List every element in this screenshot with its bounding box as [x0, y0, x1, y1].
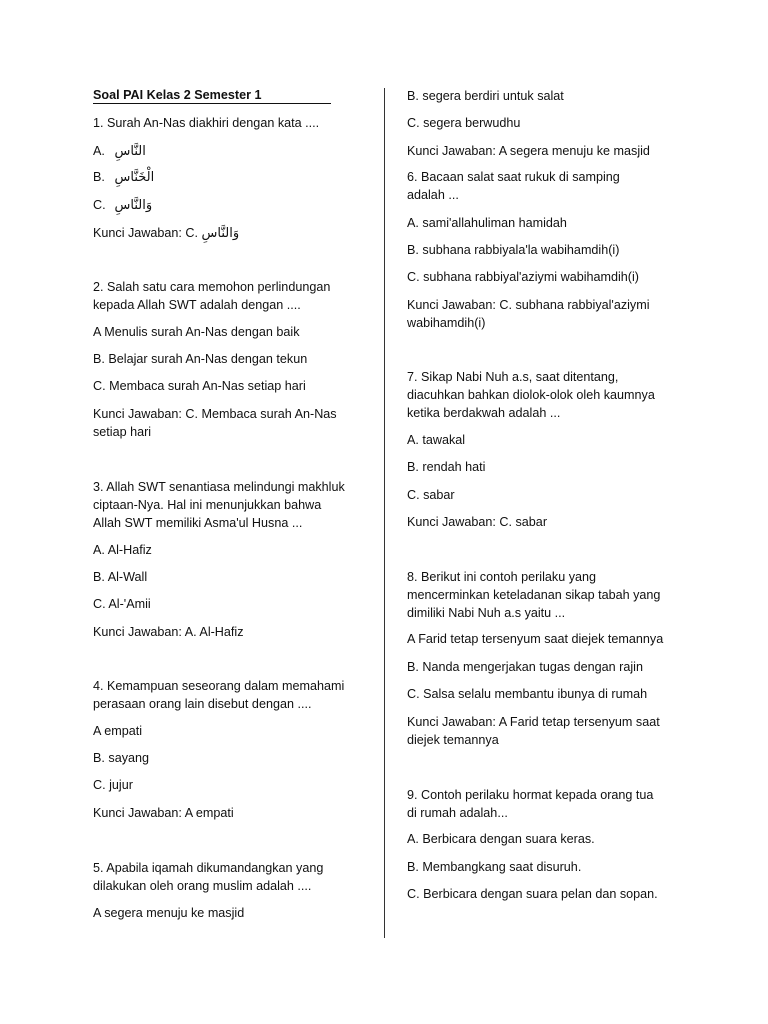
q3-question-line1: 3. Allah SWT senantiasa melindungi makhluk: [93, 480, 345, 494]
q9-question-line1: 9. Contoh perilaku hormat kepada orang tua: [407, 788, 654, 802]
q5-option-c: C. segera berwudhu: [407, 116, 521, 130]
q7-option-c: C. sabar: [407, 488, 455, 502]
q8-answer-key-line2: diejek temannya: [407, 733, 499, 747]
q3-question-line3: Allah SWT memiliki Asma'ul Husna ...: [93, 516, 303, 530]
q5-question-line2: dilakukan oleh orang muslim adalah ....: [93, 879, 312, 893]
q7-option-a: A. tawakal: [407, 433, 466, 447]
q3-option-b: B. Al-Wall: [93, 570, 148, 584]
q9-question-line2: di rumah adalah...: [407, 806, 508, 820]
q4-option-b: B. sayang: [93, 751, 150, 765]
q7-answer-key: Kunci Jawaban: C. sabar: [407, 515, 548, 529]
q3-option-a: A. Al-Hafiz: [93, 543, 152, 557]
q7-question-line3: ketika berdakwah adalah ...: [407, 406, 561, 420]
q9-option-a: A. Berbicara dengan suara keras.: [407, 832, 595, 846]
q1-question: 1. Surah An-Nas diakhiri dengan kata ....: [93, 116, 320, 130]
q8-option-a: A Farid tetap tersenyum saat diejek temannya: [407, 632, 664, 646]
q5-question-line1: 5. Apabila iqamah dikumandangkan yang: [93, 861, 324, 875]
q7-question-line2: diacuhkan bahkan diolok-olok oleh kaumnya: [407, 388, 655, 402]
q5-answer-key: Kunci Jawaban: A segera menuju ke masjid: [407, 144, 650, 158]
q2-answer-key-line1: Kunci Jawaban: C. Membaca surah An-Nas: [93, 407, 337, 421]
q8-option-c: C. Salsa selalu membantu ibunya di rumah: [407, 687, 648, 701]
q4-answer-key: Kunci Jawaban: A empati: [93, 806, 234, 820]
q1-answer-key: [93, 224, 239, 243]
q4-option-a: A empati: [93, 724, 143, 738]
q6-answer-key-line1: Kunci Jawaban: C. subhana rabbiyal'aziymi: [407, 298, 650, 312]
q5-option-b: B. segera berdiri untuk salat: [407, 89, 564, 103]
q8-question-line2: mencerminkan keteladanan sikap tabah yang: [407, 588, 661, 602]
q6-option-a: A. sami'allahuliman hamidah: [407, 216, 567, 230]
column-divider: [384, 88, 385, 938]
q9-option-b: B. Membangkang saat disuruh.: [407, 860, 582, 874]
q5-option-a: A segera menuju ke masjid: [93, 906, 245, 920]
q1-option-c-label: C.: [93, 198, 106, 212]
q6-option-b: B. subhana rabbiyala'la wabihamdih(i): [407, 243, 620, 257]
q2-question-line2: kepada Allah SWT adalah dengan ....: [93, 298, 301, 312]
q6-question-line2: adalah ...: [407, 188, 459, 202]
q8-question-line1: 8. Berikut ini contoh perilaku yang: [407, 570, 597, 584]
q3-answer-key: Kunci Jawaban: A. Al-Hafiz: [93, 625, 244, 639]
q7-question-line1: 7. Sikap Nabi Nuh a.s, saat ditentang,: [407, 370, 619, 384]
q2-question-line1: 2. Salah satu cara memohon perlindungan: [93, 280, 331, 294]
q4-question-line2: perasaan orang lain disebut dengan ....: [93, 697, 312, 711]
q1-option-b-arabic: الْخَنَّاسِ: [114, 170, 155, 185]
q8-answer-key-line1: Kunci Jawaban: A Farid tetap tersenyum saat: [407, 715, 660, 729]
q1-option-c-arabic: وَالنَّاسِ: [114, 198, 153, 213]
q4-question-line1: 4. Kemampuan seseorang dalam memahami: [93, 679, 345, 693]
q2-option-a: A Menulis surah An-Nas dengan baik: [93, 325, 300, 339]
q4-option-c: C. jujur: [93, 778, 133, 792]
q1-option-a-arabic: النَّاسِ: [114, 144, 146, 159]
q6-answer-key-line2: wabihamdih(i): [407, 316, 486, 330]
q2-answer-key-line2: setiap hari: [93, 425, 152, 439]
q3-question-line2: ciptaan-Nya. Hal ini menunjukkan bahwa: [93, 498, 322, 512]
q1-option-b: [93, 168, 154, 187]
q8-question-line3: dimiliki Nabi Nuh a.s yaitu ...: [407, 606, 566, 620]
q1-option-b-label: B.: [93, 170, 105, 184]
q1-option-c: [93, 196, 152, 215]
q8-option-b: B. Nanda mengerjakan tugas dengan rajin: [407, 660, 643, 674]
q1-answer-key-arabic: وَالنَّاسِ: [201, 226, 240, 241]
q1-answer-key-prefix: Kunci Jawaban: C.: [93, 226, 199, 240]
q2-option-c: C. Membaca surah An-Nas setiap hari: [93, 379, 306, 393]
q2-option-b: B. Belajar surah An-Nas dengan tekun: [93, 352, 308, 366]
q1-option-a-label: A.: [93, 144, 105, 158]
q1-option-a: [93, 142, 146, 161]
q6-question-line1: 6. Bacaan salat saat rukuk di samping: [407, 170, 620, 184]
document-title: [93, 87, 331, 104]
q7-option-b: B. rendah hati: [407, 460, 486, 474]
q9-option-c: C. Berbicara dengan suara pelan dan sopan.: [407, 887, 658, 901]
q6-option-c: C. subhana rabbiyal'aziymi wabihamdih(i): [407, 270, 639, 284]
document-title-text: Soal PAI Kelas 2 Semester 1: [93, 88, 262, 102]
q3-option-c: C. Al-'Amii: [93, 597, 151, 611]
